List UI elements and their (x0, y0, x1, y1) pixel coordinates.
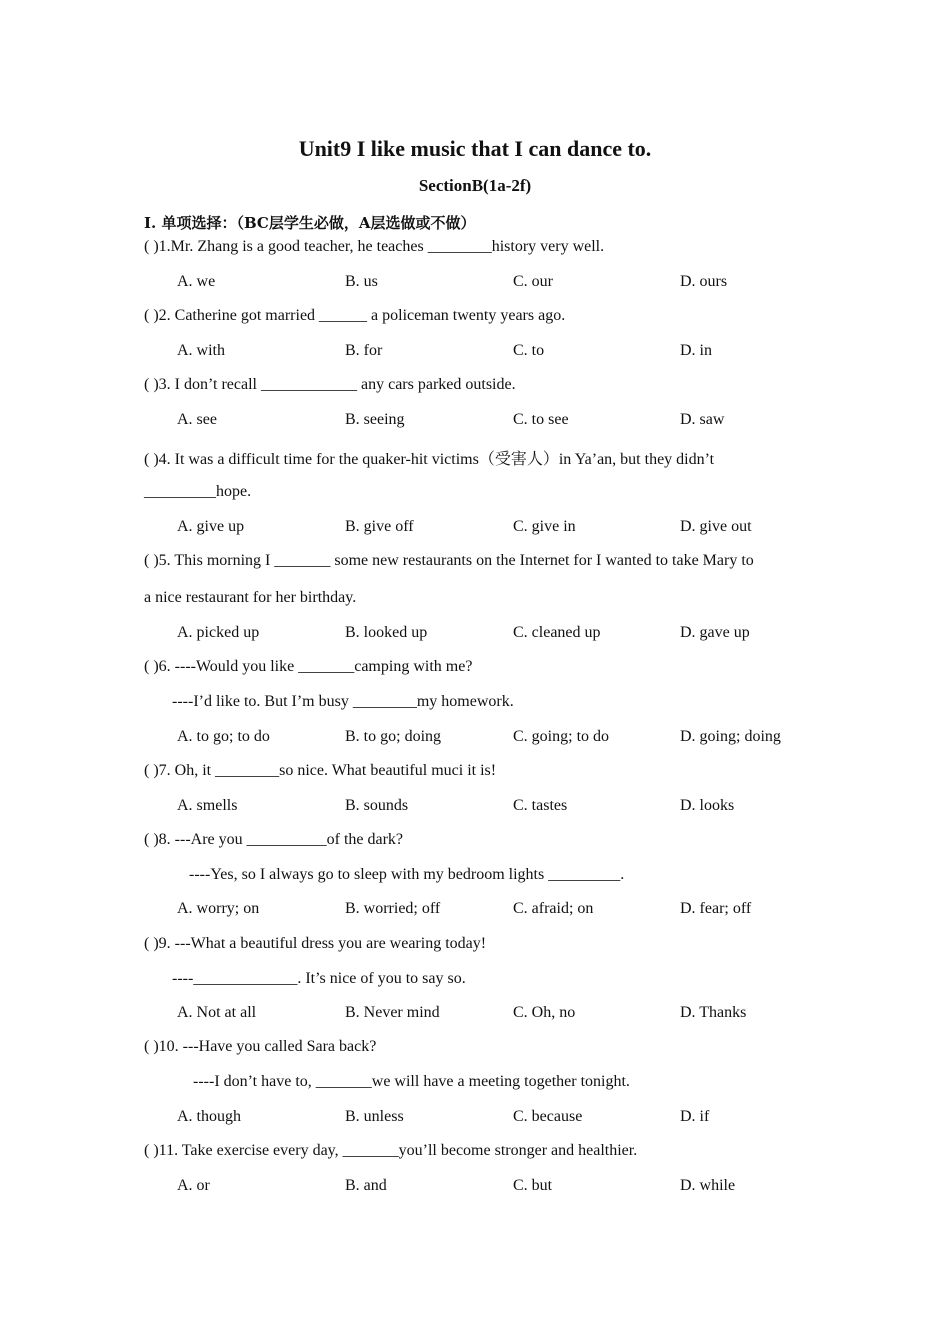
question-5-option-c: C. cleaned up (513, 624, 601, 641)
question-1-option-a: A. we (177, 273, 216, 290)
question-2-option-a: A. with (177, 342, 225, 359)
question-3-stem-line: ( )3. I don’t recall ____________ any cars parked outside. (144, 376, 516, 393)
question-1-option-c: C. our (513, 273, 553, 290)
question-1-stem-line: ( )1.Mr. Zhang is a good teacher, he teaches ________history very well. (144, 238, 605, 255)
question-5-option-b: B. looked up (345, 624, 428, 641)
question-6-stem-line: ( )6. ----Would you like _______camping with me? (144, 658, 473, 675)
question-3-option-c: C. to see (513, 411, 569, 428)
section-heading: I. 单项选择：（BC层学生必做，A层选做或不做） (144, 214, 476, 232)
question-10-option-b: B. unless (345, 1108, 404, 1125)
question-2-option-c: C. to (513, 342, 545, 359)
page-subtitle: SectionB(1a-2f) (418, 176, 532, 195)
question-7-option-c: C. tastes (513, 797, 568, 814)
question-3-option-d: D. saw (680, 411, 725, 428)
question-9-stem-line: ( )9. ---What a beautiful dress you are wearing today! (144, 935, 487, 952)
question-6-option-c: C. going; to do (513, 728, 610, 745)
question-7-option-d: D. looks (680, 797, 735, 814)
question-11-option-a: A. or (177, 1177, 210, 1194)
question-5-stem-line: ( )5. This morning I _______ some new restaurants on the Internet for I wanted to take Mary to (144, 552, 754, 569)
question-5-option-a: A. picked up (177, 624, 260, 641)
question-8-option-d: D. fear; off (680, 900, 752, 917)
question-5-option-d: D. gave up (680, 624, 750, 641)
question-4-option-a: A. give up (177, 518, 245, 535)
question-10-stem-line: ( )10. ---Have you called Sara back? (144, 1038, 377, 1055)
question-3-option-b: B. seeing (345, 411, 405, 428)
question-9-stem-line: ----_____________. It’s nice of you to say so. (172, 970, 466, 987)
question-8-stem-line: ( )8. ---Are you __________of the dark? (144, 831, 404, 848)
question-2-option-b: B. for (345, 342, 383, 359)
question-10-option-a: A. though (177, 1108, 241, 1125)
question-10-stem-line: ----I don’t have to, _______we will have a meeting together tonight. (193, 1073, 630, 1090)
question-4-stem-line: _________hope. (144, 483, 252, 500)
question-9-option-b: B. Never mind (345, 1004, 440, 1021)
question-4-stem-line: ( )4. It was a difficult time for the quaker-hit victims（受害人）in Ya’an, but they didn’t (144, 451, 715, 468)
question-6-stem-line: ----I’d like to. But I’m busy ________my homework. (172, 693, 514, 710)
question-9-option-a: A. Not at all (177, 1004, 257, 1021)
question-6-option-b: B. to go; doing (345, 728, 442, 745)
page-title: Unit9 I like music that I can dance to. (298, 136, 652, 161)
question-2-stem-line: ( )2. Catherine got married ______ a policeman twenty years ago. (144, 307, 566, 324)
question-10-option-c: C. because (513, 1108, 583, 1125)
question-9-option-c: C. Oh, no (513, 1004, 576, 1021)
question-11-option-b: B. and (345, 1177, 387, 1194)
question-2-option-d: D. in (680, 342, 712, 359)
question-11-stem-line: ( )11. Take exercise every day, _______you’ll become stronger and healthier. (144, 1142, 638, 1159)
question-8-stem-line: ----Yes, so I always go to sleep with my bedroom lights _________. (189, 866, 625, 883)
question-11-option-c: C. but (513, 1177, 553, 1194)
question-7-option-a: A. smells (177, 797, 238, 814)
question-1-option-d: D. ours (680, 273, 728, 290)
question-11-option-d: D. while (680, 1177, 736, 1194)
question-8-option-c: C. afraid; on (513, 900, 594, 917)
question-4-option-b: B. give off (345, 518, 414, 535)
question-4-option-d: D. give out (680, 518, 752, 535)
question-6-option-d: D. going; doing (680, 728, 781, 745)
question-3-option-a: A. see (177, 411, 217, 428)
question-8-option-b: B. worried; off (345, 900, 441, 917)
question-8-option-a: A. worry; on (177, 900, 260, 917)
question-5-stem-line: a nice restaurant for her birthday. (144, 589, 357, 606)
question-10-option-d: D. if (680, 1108, 710, 1125)
question-6-option-a: A. to go; to do (177, 728, 270, 745)
question-4-option-c: C. give in (513, 518, 576, 535)
question-9-option-d: D. Thanks (680, 1004, 747, 1021)
question-7-option-b: B. sounds (345, 797, 409, 814)
question-1-option-b: B. us (345, 273, 378, 290)
question-7-stem-line: ( )7. Oh, it ________so nice. What beautiful muci it is! (144, 762, 497, 779)
